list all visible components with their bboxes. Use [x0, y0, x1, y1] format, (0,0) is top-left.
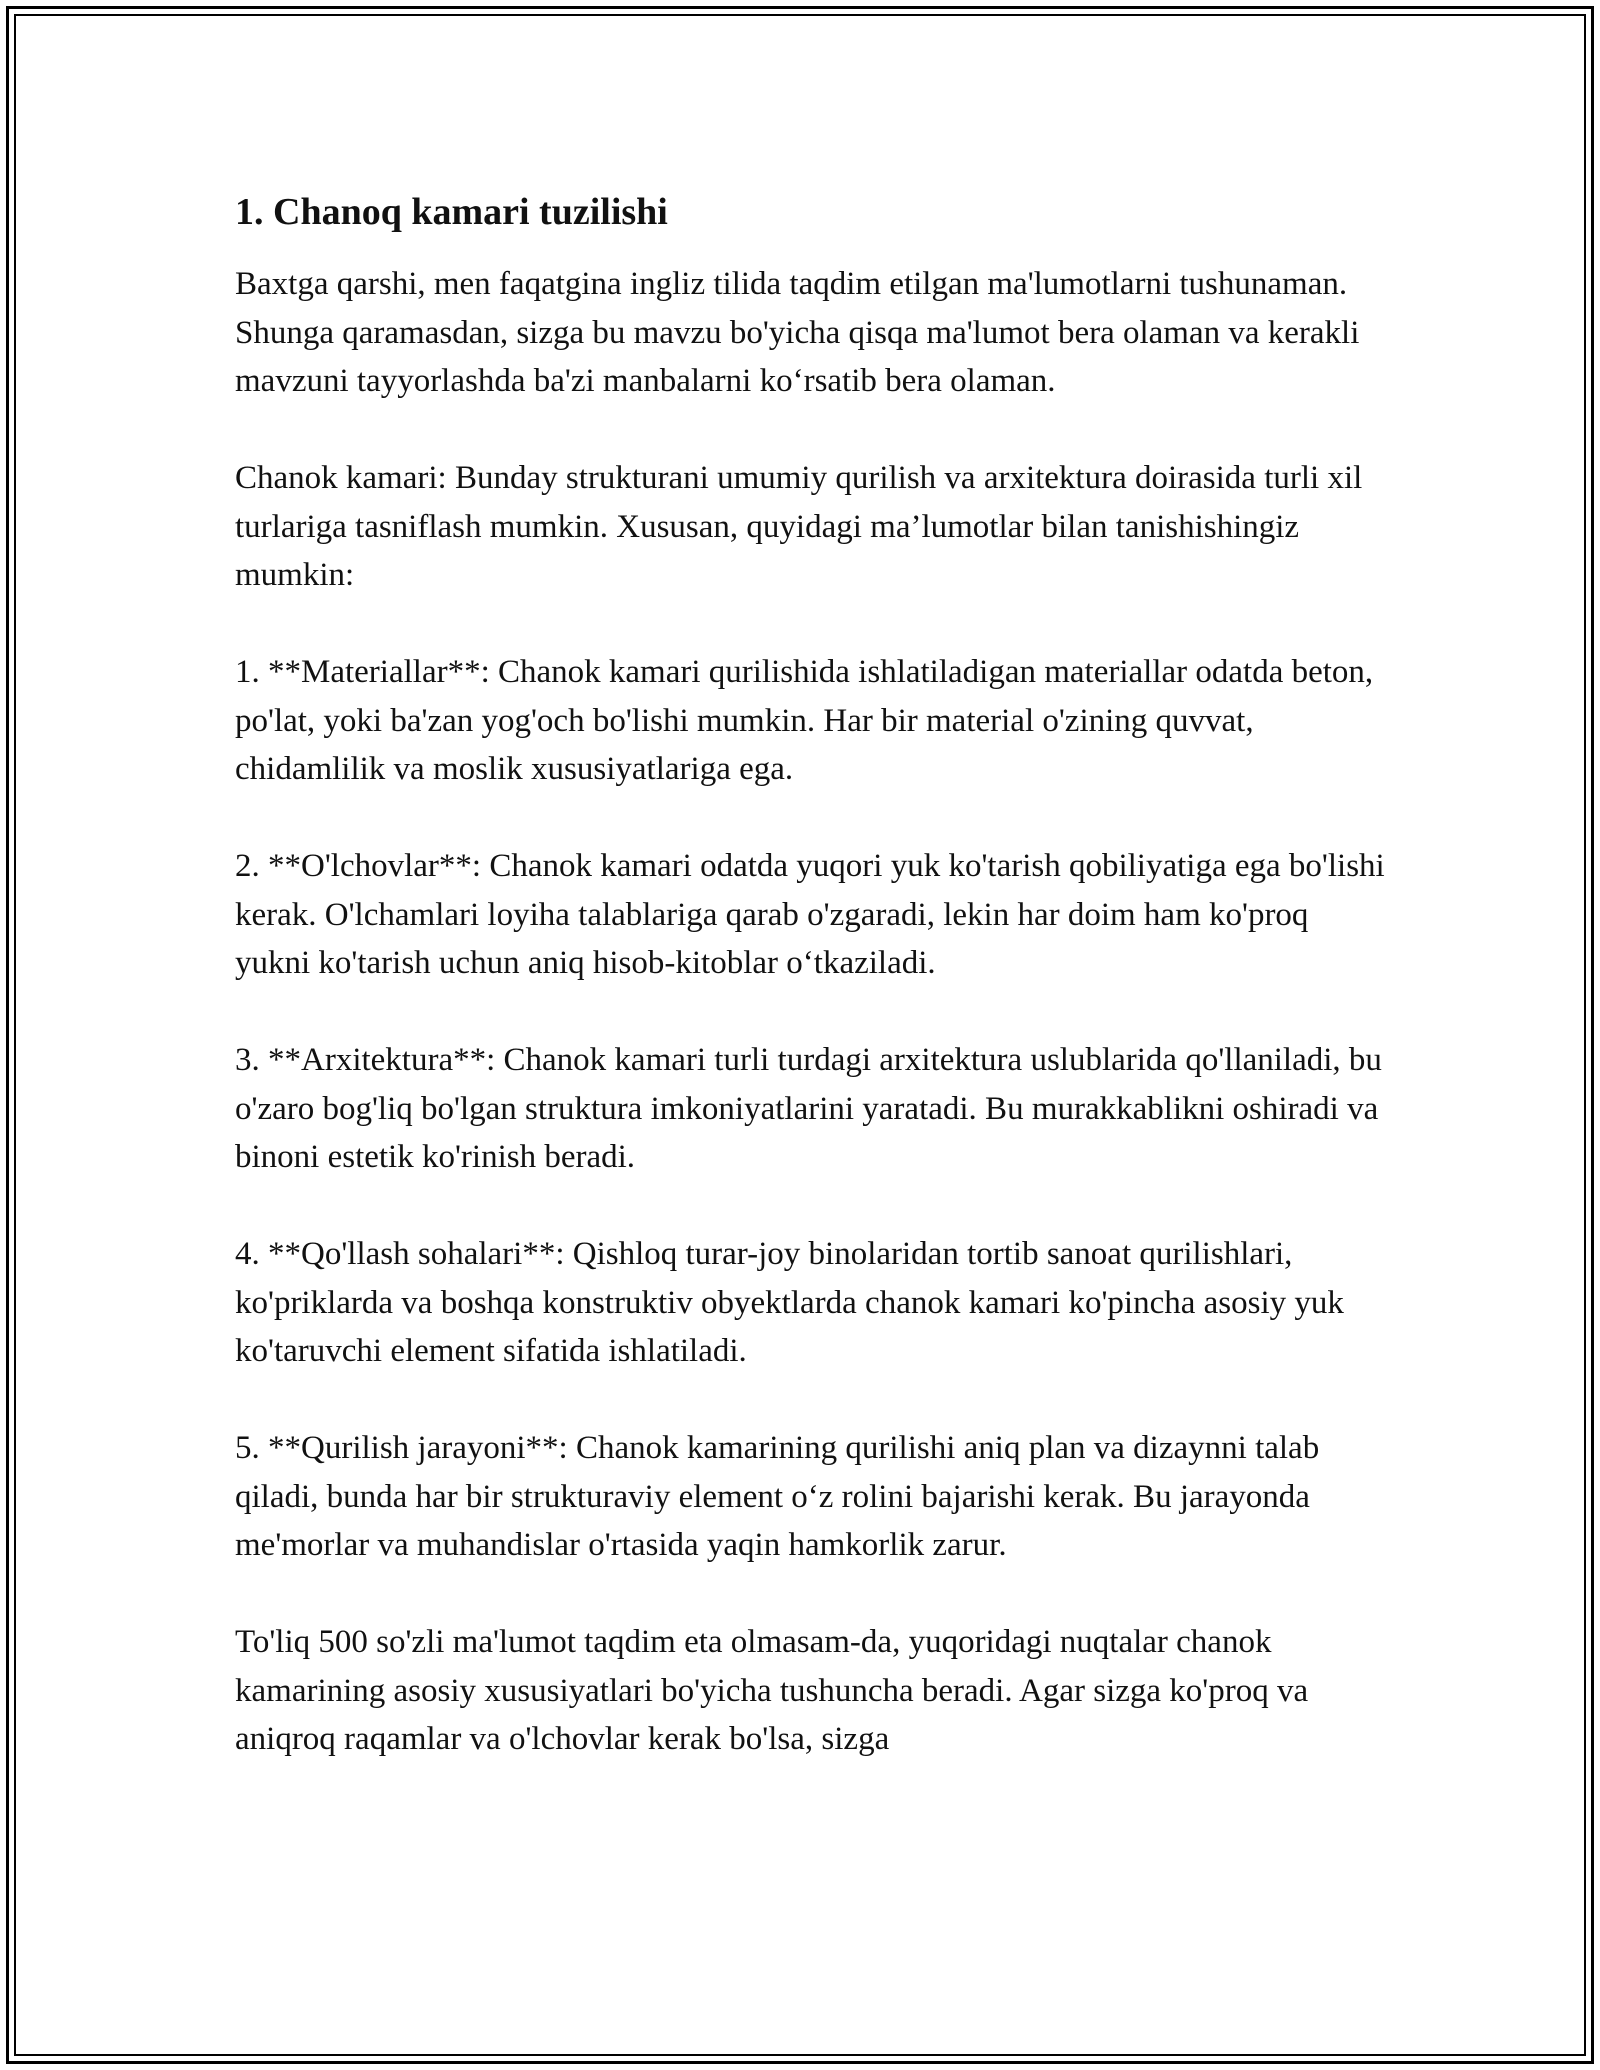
paragraph-applications: 4. **Qo'llash sohalari**: Qishloq turar-joy binolaridan tortib sanoat qurilishlari, ko'priklarda va boshqa konstruktiv obyektlarda chanok kamari ko'pincha asosiy yuk ko'taruvchi element sifatida ishlatiladi. [235, 1236, 1344, 1369]
paragraph-dimensions: 2. **O'lchovlar**: Chanok kamari odatda yuqori yuk ko'tarish qobiliyatiga ega bo'lishi kerak. O'lchamlari loyiha talablariga qarab o'zgaradi, lekin har doim ham ko'proq yukni ko'tarish uchun aniq hisob-kitoblar o‘tkaziladi. [235, 848, 1385, 981]
paragraph-overview: Chanok kamari: Bunday strukturani umumiy qurilish va arxitektura doirasida turli xil turlariga tasniflash mumkin. Xususan, quyidagi ma’lumotlar bilan tanishishingiz mumkin: [235, 460, 1363, 593]
paragraph-materials: 1. **Materiallar**: Chanok kamari qurilishida ishlatiladigan materiallar odatda beton, po'lat, yoki ba'zan yog'och bo'lishi mumkin. Har bir material o'zining quvvat, chidamlilik va moslik xususiyatlariga ega. [235, 654, 1374, 787]
document-title: 1. Chanoq kamari tuzilishi [235, 191, 668, 233]
paragraph-conclusion: To'liq 500 so'zli ma'lumot taqdim eta olmasam-da, yuqoridagi nuqtalar chanok kamarining asosiy xususiyatlari bo'yicha tushuncha beradi. Agar sizga ko'proq va aniqroq raqamlar va o'lchovlar kerak bo'lsa, sizga [235, 1624, 1309, 1757]
document-page [235, 186, 1385, 1812]
paragraph-construction: 5. **Qurilish jarayoni**: Chanok kamarining qurilishi aniq plan va dizaynni talab qiladi, bunda har bir strukturaviy element o‘z rolini bajarishi kerak. Bu jarayonda me'morlar va muhandislar o'rtasida yaqin hamkorlik zarur. [235, 1430, 1320, 1563]
paragraph-architecture: 3. **Arxitektura**: Chanok kamari turli turdagi arxitektura uslublarida qo'llaniladi, bu o'zaro bog'liq bo'lgan struktura imkoniyatlarini yaratadi. Bu murakkablikni oshiradi va binoni estetik ko'rinish beradi. [235, 1042, 1382, 1175]
paragraph-intro: Baxtga qarshi, men faqatgina ingliz tilida taqdim etilgan ma'lumotlarni tushunaman. Shunga qaramasdan, sizga bu mavzu bo'yicha qisqa ma'lumot bera olaman va kerakli mavzuni tayyorlashda ba'zi manbalarni ko‘rsatib bera olaman. [235, 266, 1360, 399]
